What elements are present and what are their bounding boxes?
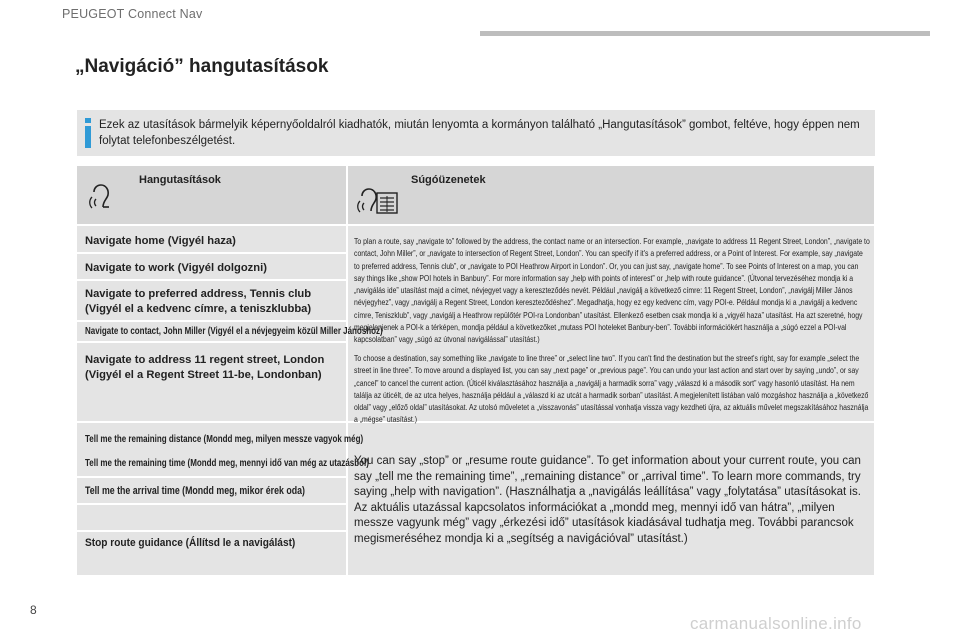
info-text: Ezek az utasítások bármelyik képernyőoldalról kiadhatók, miután lenyomta a kormányon található „Hangutasítások” gombot, feltéve, hogy éppen nem folytat telefonbeszélgetést.: [99, 119, 860, 147]
col-header-help: Súgóüzenetek: [411, 174, 486, 186]
command-remaining-time: Tell me the remaining time (Mondd meg, mennyi idő van még az utazásból): [85, 458, 369, 469]
row-divider: [77, 279, 346, 281]
help-text-destination: To choose a destination, say something like „navigate to line three” or „select line two”. If you can't find the destination but the street's right, say for example „select the street in line three”. To move around a displayed list, you can say „next page” or „previous page”. You can undo your last action and start over by saying „undo”, or say „cancel” to cancel the current action. (Úticél kiválasztásához használja a „navigálj a harmadik sorra” vagy „válaszd ki a második sort” vagy hasonló utasítást. Ha nem találja az úticélt, de az utca helyes, használja például a „válaszd ki az utcát a harmadik sorban” utasítást. A megjelenített listában való mozgáshoz használja a „következő oldal” vagy „előző oldal” utasításokat. Az utolsó műveletet a „visszavonás” utasítással vonhatja vissza vagy kezdheti újra, az aktuális művelet megszakításához használja a „mégse” utasítást.): [354, 353, 869, 425]
command-stop-guidance: Stop route guidance (Állítsd le a navigálást): [85, 537, 296, 549]
speech-icon: [87, 181, 121, 213]
help-screen-icon: [357, 179, 403, 217]
help-text-guidance: You can say „stop” or „resume route guidance”. To get information about your current route, you can say „tell me the remaining time”, „remaining distance” or „arrival time”. To learn more commands, try saying „help with navigation”. (Használhatja a „navigálás leállítása” vagy „folytatása” utasításokat is. Az aktuális utazással kapcsolatos információkat a „mondd meg, mennyi idő van hátra”, „milyen messze vagyunk még” vagy „érkezési idő” utasítások kiadásával tudhatja meg. További parancsok megismeréséhez mondja ki a „segítség a navigációval” utasítást.): [354, 455, 861, 545]
commands-table: [77, 166, 874, 575]
page-number: 8: [30, 603, 37, 617]
watermark: carmanualsonline.info: [690, 614, 862, 633]
command-navigate-home: Navigate home (Vigyél haza): [85, 235, 236, 247]
command-navigate-contact: Navigate to contact, John Miller (Vigyél el a névjegyeim közül Miller Jánoshoz): [85, 326, 383, 337]
row-divider: [77, 224, 874, 226]
column-divider: [346, 166, 348, 575]
col-header-commands: Hangutasítások: [139, 174, 221, 186]
info-box: [77, 110, 875, 156]
header-divider: [480, 31, 930, 36]
command-navigate-address: Navigate to address 11 regent street, London (Vigyél el a Regent Street 11-be, Londonban): [85, 354, 325, 381]
row-divider: [77, 476, 346, 478]
row-divider: [77, 530, 346, 532]
row-divider: [77, 320, 346, 322]
command-remaining-distance: Tell me the remaining distance (Mondd meg, milyen messze vagyok még): [85, 434, 364, 445]
page-title: „Navigáció” hangutasítások: [75, 56, 329, 77]
command-preferred-address: Navigate to preferred address, Tennis club (Vigyél el a kedvenc címre, a teniszklubba): [85, 288, 312, 315]
row-divider: [77, 341, 346, 343]
command-navigate-work: Navigate to work (Vigyél dolgozni): [85, 262, 267, 274]
row-divider: [77, 252, 346, 254]
header-title: PEUGEOT Connect Nav: [62, 7, 203, 21]
info-icon: [85, 118, 91, 148]
command-arrival-time: Tell me the arrival time (Mondd meg, mikor érek oda): [85, 485, 305, 497]
row-divider: [77, 503, 346, 505]
help-text-route: To plan a route, say „navigate to” followed by the address, the contact name or an intersection. For example, „navigate to address 11 Regent Street, London”, „navigate to contact, John Miller”, or „navigate to intersection of Regent Street, London”. You can specify if it's a preferred address, or a Point of Interest. For example, say „navigate to preferred address, Tennis club”, or „navigate to POI Heathrow Airport in London”. Or, you can just say, „navigate home”. To see Points of Interest on a map, you can say things like „show POI hotels in Banbury”. For more information say „help with points of interest” or „help with route guidance”. (Útvonal tervezéséhez mondja ki a „navigálás ide” utasítást majd a címet, névjegyet vagy a kereszteződés nevét. Például „navigálj a következő címre: 11 Regent Street, London”, „navigálj Miller János névjegyhez”, vagy „navigálj a Regent Street, London kereszteződéshez”. Megadhatja, hogy ez egy kedvenc cím, vagy POI-e. Például mondja ki a „navigálj a kedvenc címre, Teniszklub”, vagy „navigálj a Heathrow repülőtér POI-ra Londonban” utasítást. Ellenkező esetben csak mondja ki a „vigyél haza” utasítást. Ha azt szeretné, hogy megjelenjenek a POI-k a térképen, mondja például a következőket „mutass POI hoteleket Banbury-ben”. További információkért használja a „súgó ezzel a POI-val kapcsolatban” vagy „súgó az útvonal navigálással” utasítást.): [354, 236, 870, 345]
